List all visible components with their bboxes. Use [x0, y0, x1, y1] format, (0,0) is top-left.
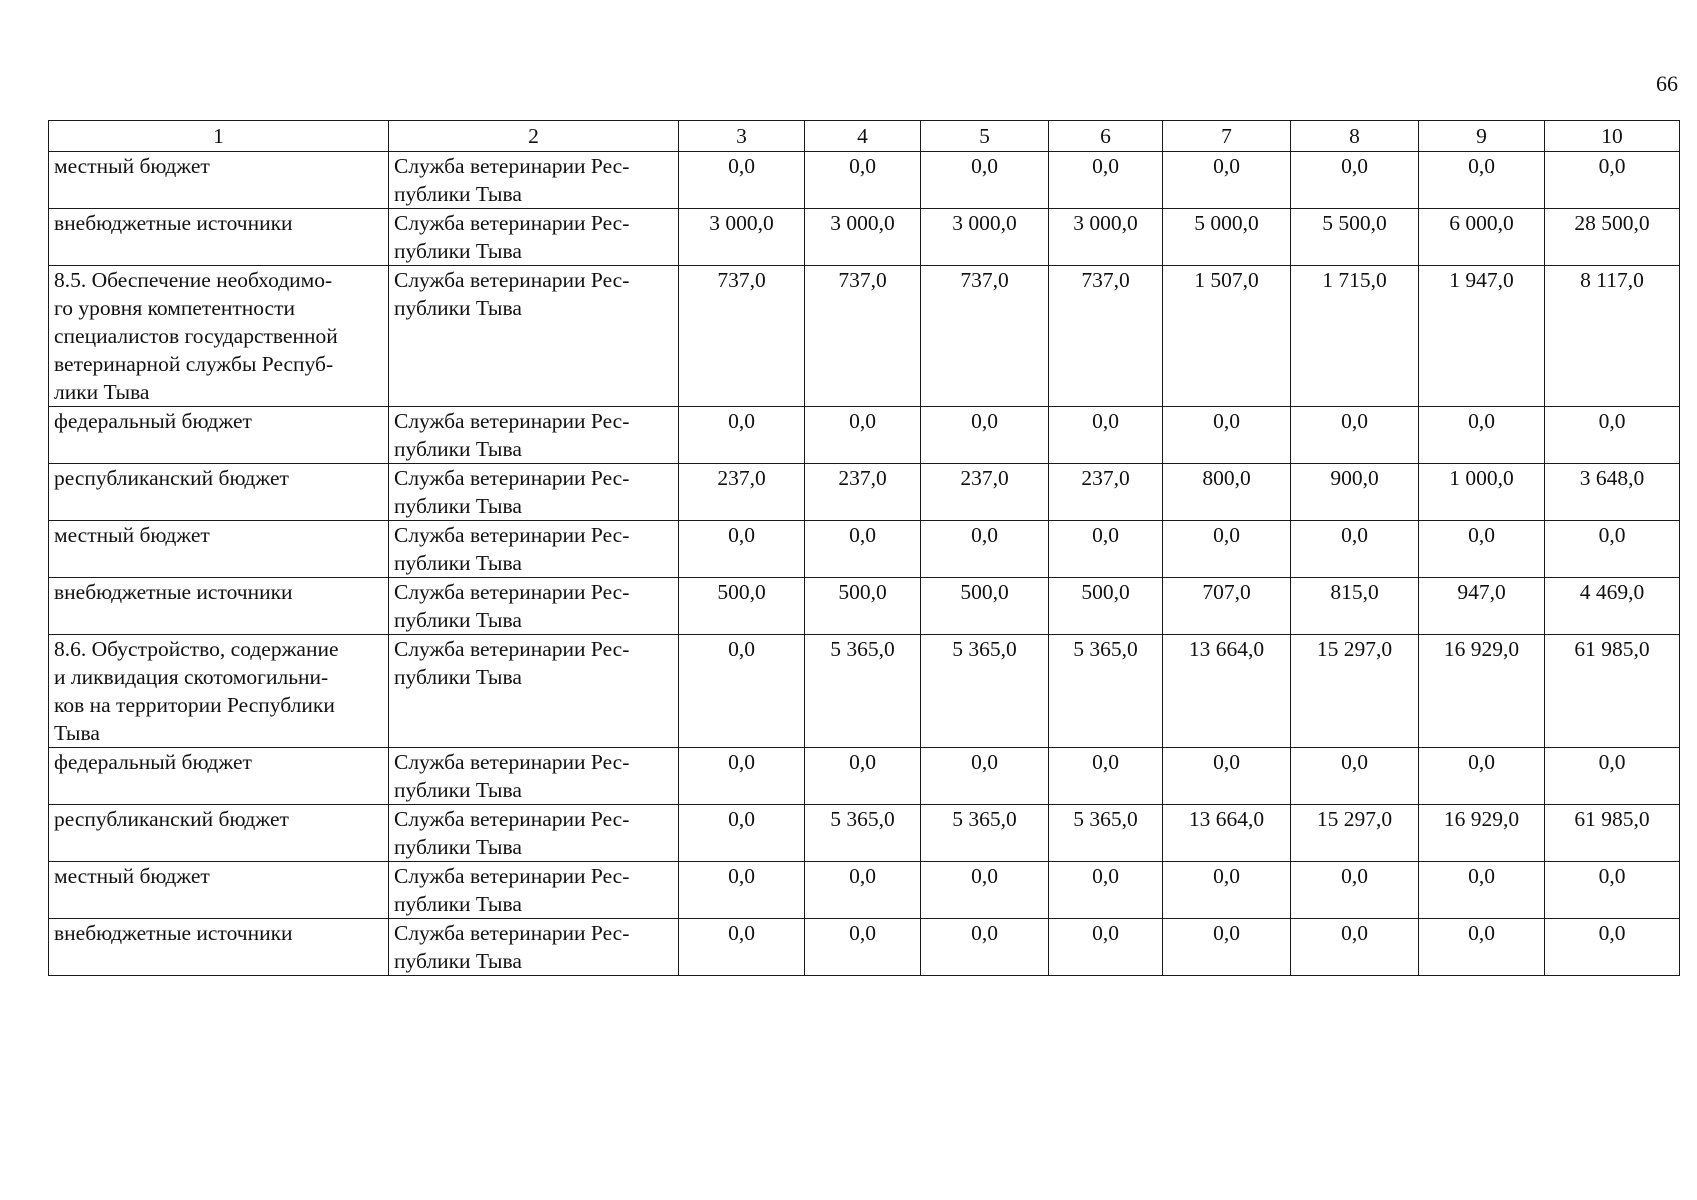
executor-line: Служба ветеринарии Рес-: [394, 921, 630, 945]
value-cell-col-7: 0,0: [1163, 152, 1291, 209]
budget-table: [48, 120, 1680, 976]
value-cell-col-9: 6 000,0: [1419, 209, 1545, 266]
executor-line: Служба ветеринарии Рес-: [394, 466, 630, 490]
table-row: [49, 152, 1680, 209]
value-cell-col-8: 0,0: [1291, 521, 1419, 578]
value-cell-col-7: 5 000,0: [1163, 209, 1291, 266]
executor-line: публики Тыва: [394, 949, 522, 973]
value-cell-col-10: 0,0: [1545, 862, 1680, 919]
value-cell-col-7: 0,0: [1163, 407, 1291, 464]
value-cell-col-5: 500,0: [921, 578, 1049, 635]
row-name-line: 8.5. Обеспечение необходимо-: [54, 268, 333, 292]
value-cell-col-3: 0,0: [679, 862, 805, 919]
row-name-cell: [49, 748, 389, 805]
table-row: [49, 266, 1680, 407]
executor-cell: [389, 407, 679, 464]
row-name-line: внебюджетные источники: [54, 211, 293, 235]
value-cell-col-5: 5 365,0: [921, 635, 1049, 748]
executor-line: публики Тыва: [394, 778, 522, 802]
value-cell-col-5: 0,0: [921, 748, 1049, 805]
value-cell-col-9: 0,0: [1419, 152, 1545, 209]
value-cell-col-8: 0,0: [1291, 862, 1419, 919]
value-cell-col-7: 800,0: [1163, 464, 1291, 521]
column-number-7: 7: [1163, 121, 1291, 152]
executor-cell: [389, 521, 679, 578]
value-cell-col-8: 1 715,0: [1291, 266, 1419, 407]
value-cell-col-4: 500,0: [805, 578, 921, 635]
value-cell-col-10: 28 500,0: [1545, 209, 1680, 266]
value-cell-col-6: 0,0: [1049, 748, 1163, 805]
executor-line: публики Тыва: [394, 296, 522, 320]
column-number-row: [49, 121, 1680, 152]
value-cell-col-3: 737,0: [679, 266, 805, 407]
value-cell-col-5: 5 365,0: [921, 805, 1049, 862]
table-row: [49, 748, 1680, 805]
row-name-line: го уровня компетентности: [54, 296, 296, 320]
value-cell-col-9: 0,0: [1419, 919, 1545, 976]
row-name-cell: [49, 635, 389, 748]
column-number-5: 5: [921, 121, 1049, 152]
executor-cell: [389, 919, 679, 976]
column-number-3: 3: [679, 121, 805, 152]
value-cell-col-4: 0,0: [805, 862, 921, 919]
value-cell-col-4: 0,0: [805, 919, 921, 976]
value-cell-col-6: 500,0: [1049, 578, 1163, 635]
column-number-4: 4: [805, 121, 921, 152]
value-cell-col-9: 947,0: [1419, 578, 1545, 635]
value-cell-col-6: 737,0: [1049, 266, 1163, 407]
value-cell-col-6: 0,0: [1049, 521, 1163, 578]
executor-cell: [389, 209, 679, 266]
row-name-cell: [49, 407, 389, 464]
value-cell-col-3: 0,0: [679, 521, 805, 578]
executor-cell: [389, 805, 679, 862]
executor-cell: [389, 748, 679, 805]
value-cell-col-4: 5 365,0: [805, 805, 921, 862]
row-name-cell: [49, 521, 389, 578]
value-cell-col-7: 707,0: [1163, 578, 1291, 635]
value-cell-col-5: 0,0: [921, 919, 1049, 976]
executor-line: публики Тыва: [394, 551, 522, 575]
value-cell-col-7: 13 664,0: [1163, 805, 1291, 862]
value-cell-col-10: 3 648,0: [1545, 464, 1680, 521]
value-cell-col-3: 0,0: [679, 152, 805, 209]
value-cell-col-10: 0,0: [1545, 407, 1680, 464]
executor-line: Служба ветеринарии Рес-: [394, 268, 630, 292]
value-cell-col-8: 0,0: [1291, 748, 1419, 805]
executor-line: Служба ветеринарии Рес-: [394, 409, 630, 433]
table-row: [49, 635, 1680, 748]
value-cell-col-3: 0,0: [679, 748, 805, 805]
value-cell-col-4: 0,0: [805, 748, 921, 805]
value-cell-col-7: 1 507,0: [1163, 266, 1291, 407]
table-row: [49, 464, 1680, 521]
row-name-line: внебюджетные источники: [54, 921, 293, 945]
value-cell-col-6: 0,0: [1049, 152, 1163, 209]
value-cell-col-10: 0,0: [1545, 919, 1680, 976]
executor-cell: [389, 266, 679, 407]
column-number-9: 9: [1419, 121, 1545, 152]
table-row: [49, 407, 1680, 464]
value-cell-col-6: 0,0: [1049, 407, 1163, 464]
value-cell-col-4: 0,0: [805, 521, 921, 578]
row-name-line: внебюджетные источники: [54, 580, 293, 604]
row-name-cell: [49, 919, 389, 976]
value-cell-col-5: 0,0: [921, 862, 1049, 919]
column-number-2: 2: [389, 121, 679, 152]
column-number-1: 1: [49, 121, 389, 152]
column-number-8: 8: [1291, 121, 1419, 152]
value-cell-col-9: 0,0: [1419, 521, 1545, 578]
value-cell-col-4: 0,0: [805, 407, 921, 464]
value-cell-col-5: 3 000,0: [921, 209, 1049, 266]
value-cell-col-8: 0,0: [1291, 919, 1419, 976]
value-cell-col-5: 0,0: [921, 407, 1049, 464]
value-cell-col-6: 5 365,0: [1049, 635, 1163, 748]
value-cell-col-6: 3 000,0: [1049, 209, 1163, 266]
value-cell-col-3: 0,0: [679, 805, 805, 862]
value-cell-col-7: 0,0: [1163, 748, 1291, 805]
executor-line: публики Тыва: [394, 182, 522, 206]
executor-line: Служба ветеринарии Рес-: [394, 154, 630, 178]
value-cell-col-3: 3 000,0: [679, 209, 805, 266]
executor-line: публики Тыва: [394, 892, 522, 916]
value-cell-col-6: 0,0: [1049, 862, 1163, 919]
value-cell-col-4: 3 000,0: [805, 209, 921, 266]
value-cell-col-8: 15 297,0: [1291, 635, 1419, 748]
value-cell-col-6: 237,0: [1049, 464, 1163, 521]
table-row: [49, 521, 1680, 578]
value-cell-col-10: 0,0: [1545, 521, 1680, 578]
executor-cell: [389, 464, 679, 521]
value-cell-col-9: 0,0: [1419, 748, 1545, 805]
row-name-cell: [49, 805, 389, 862]
row-name-cell: [49, 266, 389, 407]
row-name-line: республиканский бюджет: [54, 466, 289, 490]
value-cell-col-9: 1 000,0: [1419, 464, 1545, 521]
value-cell-col-7: 0,0: [1163, 521, 1291, 578]
value-cell-col-6: 5 365,0: [1049, 805, 1163, 862]
value-cell-col-4: 737,0: [805, 266, 921, 407]
value-cell-col-9: 0,0: [1419, 862, 1545, 919]
value-cell-col-3: 0,0: [679, 407, 805, 464]
executor-line: Служба ветеринарии Рес-: [394, 580, 630, 604]
executor-cell: [389, 862, 679, 919]
value-cell-col-10: 4 469,0: [1545, 578, 1680, 635]
value-cell-col-7: 0,0: [1163, 919, 1291, 976]
value-cell-col-8: 815,0: [1291, 578, 1419, 635]
row-name-line: специалистов государственной: [54, 324, 338, 348]
value-cell-col-8: 5 500,0: [1291, 209, 1419, 266]
value-cell-col-3: 237,0: [679, 464, 805, 521]
value-cell-col-10: 0,0: [1545, 748, 1680, 805]
row-name-line: ветеринарной службы Респуб-: [54, 352, 334, 376]
value-cell-col-9: 1 947,0: [1419, 266, 1545, 407]
executor-line: Служба ветеринарии Рес-: [394, 637, 630, 661]
row-name-line: местный бюджет: [54, 154, 210, 178]
table-row: [49, 862, 1680, 919]
value-cell-col-8: 15 297,0: [1291, 805, 1419, 862]
value-cell-col-7: 13 664,0: [1163, 635, 1291, 748]
value-cell-col-9: 16 929,0: [1419, 635, 1545, 748]
table-body: [49, 152, 1680, 976]
executor-line: публики Тыва: [394, 835, 522, 859]
row-name-line: ков на территории Республики: [54, 693, 335, 717]
table-row: [49, 209, 1680, 266]
value-cell-col-4: 237,0: [805, 464, 921, 521]
value-cell-col-10: 61 985,0: [1545, 635, 1680, 748]
value-cell-col-3: 0,0: [679, 919, 805, 976]
executor-line: Служба ветеринарии Рес-: [394, 750, 630, 774]
row-name-line: республиканский бюджет: [54, 807, 289, 831]
executor-line: Служба ветеринарии Рес-: [394, 864, 630, 888]
value-cell-col-6: 0,0: [1049, 919, 1163, 976]
executor-line: публики Тыва: [394, 665, 522, 689]
executor-cell: [389, 578, 679, 635]
executor-line: публики Тыва: [394, 494, 522, 518]
row-name-line: и ликвидация скотомогильни-: [54, 665, 329, 689]
value-cell-col-5: 237,0: [921, 464, 1049, 521]
executor-line: публики Тыва: [394, 239, 522, 263]
page-number: 66: [1656, 71, 1678, 96]
table-row: [49, 919, 1680, 976]
value-cell-col-5: 0,0: [921, 521, 1049, 578]
value-cell-col-7: 0,0: [1163, 862, 1291, 919]
executor-line: Служба ветеринарии Рес-: [394, 807, 630, 831]
row-name-cell: [49, 464, 389, 521]
column-number-6: 6: [1049, 121, 1163, 152]
table-row: [49, 805, 1680, 862]
executor-line: Служба ветеринарии Рес-: [394, 523, 630, 547]
row-name-line: местный бюджет: [54, 864, 210, 888]
value-cell-col-3: 0,0: [679, 635, 805, 748]
executor-cell: [389, 635, 679, 748]
row-name-line: Тыва: [54, 721, 100, 745]
row-name-line: лики Тыва: [54, 380, 150, 404]
executor-line: публики Тыва: [394, 437, 522, 461]
value-cell-col-5: 737,0: [921, 266, 1049, 407]
executor-line: публики Тыва: [394, 608, 522, 632]
value-cell-col-10: 61 985,0: [1545, 805, 1680, 862]
value-cell-col-8: 0,0: [1291, 407, 1419, 464]
table-row: [49, 578, 1680, 635]
value-cell-col-4: 0,0: [805, 152, 921, 209]
row-name-line: федеральный бюджет: [54, 409, 252, 433]
value-cell-col-5: 0,0: [921, 152, 1049, 209]
value-cell-col-10: 8 117,0: [1545, 266, 1680, 407]
column-number-10: 10: [1545, 121, 1680, 152]
executor-cell: [389, 152, 679, 209]
row-name-cell: [49, 578, 389, 635]
row-name-cell: [49, 862, 389, 919]
value-cell-col-9: 16 929,0: [1419, 805, 1545, 862]
row-name-line: местный бюджет: [54, 523, 210, 547]
row-name-line: 8.6. Обустройство, содержание: [54, 637, 339, 661]
value-cell-col-3: 500,0: [679, 578, 805, 635]
value-cell-col-4: 5 365,0: [805, 635, 921, 748]
executor-line: Служба ветеринарии Рес-: [394, 211, 630, 235]
value-cell-col-8: 0,0: [1291, 152, 1419, 209]
row-name-cell: [49, 152, 389, 209]
row-name-line: федеральный бюджет: [54, 750, 252, 774]
value-cell-col-8: 900,0: [1291, 464, 1419, 521]
row-name-cell: [49, 209, 389, 266]
value-cell-col-9: 0,0: [1419, 407, 1545, 464]
value-cell-col-10: 0,0: [1545, 152, 1680, 209]
